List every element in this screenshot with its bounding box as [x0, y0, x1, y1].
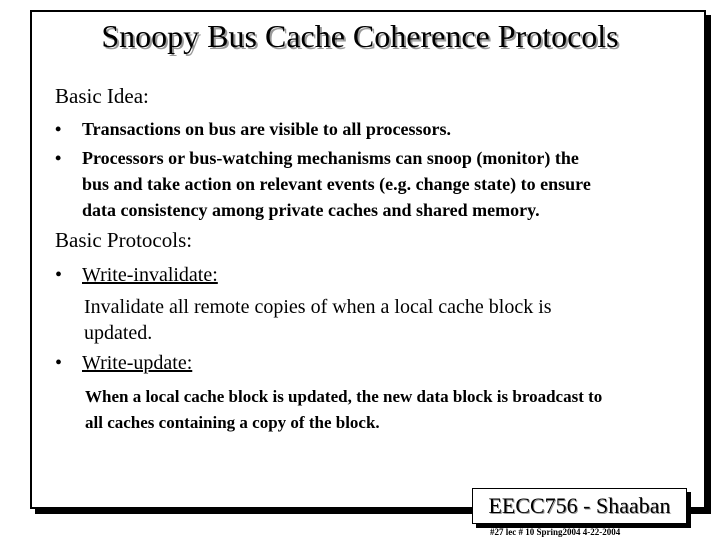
write-update-description: [85, 384, 602, 436]
bullet-text-line: Transactions on bus are visible to all processors.: [82, 119, 452, 139]
bullet-glyph: •: [55, 148, 62, 168]
write-invalidate-description: [84, 294, 552, 346]
slide-title: Snoopy Bus Cache Coherence Protocols: [101, 18, 619, 54]
bullet-glyph: •: [55, 264, 63, 286]
course-badge-text: EECC756 - Shaaban: [488, 493, 671, 518]
write-invalidate-label: Write-invalidate:: [82, 264, 218, 286]
bullet-text-line: bus and take action on relevant events (e.g. change state) to ensure: [82, 174, 591, 194]
write-update-label: Write-update:: [82, 352, 193, 374]
basic-idea-heading: Basic Idea:: [55, 84, 149, 108]
description-line: Invalidate all remote copies of when a local cache block is: [84, 296, 552, 318]
bullet-text-line: data consistency among private caches and shared memory.: [82, 200, 540, 220]
course-badge: [472, 488, 687, 524]
bullet-text-line: Processors or bus-watching mechanisms can snoop (monitor) the: [82, 148, 579, 168]
slide-footer: #27 lec # 10 Spring2004 4-22-2004: [490, 527, 621, 537]
bullet-glyph: •: [55, 352, 63, 374]
bullet-glyph: •: [55, 119, 62, 139]
description-line: all caches containing a copy of the block.: [85, 413, 380, 432]
description-line: updated.: [84, 322, 153, 344]
basic-protocols-heading: Basic Protocols:: [55, 228, 193, 252]
description-line: When a local cache block is updated, the new data block is broadcast to: [85, 387, 603, 406]
